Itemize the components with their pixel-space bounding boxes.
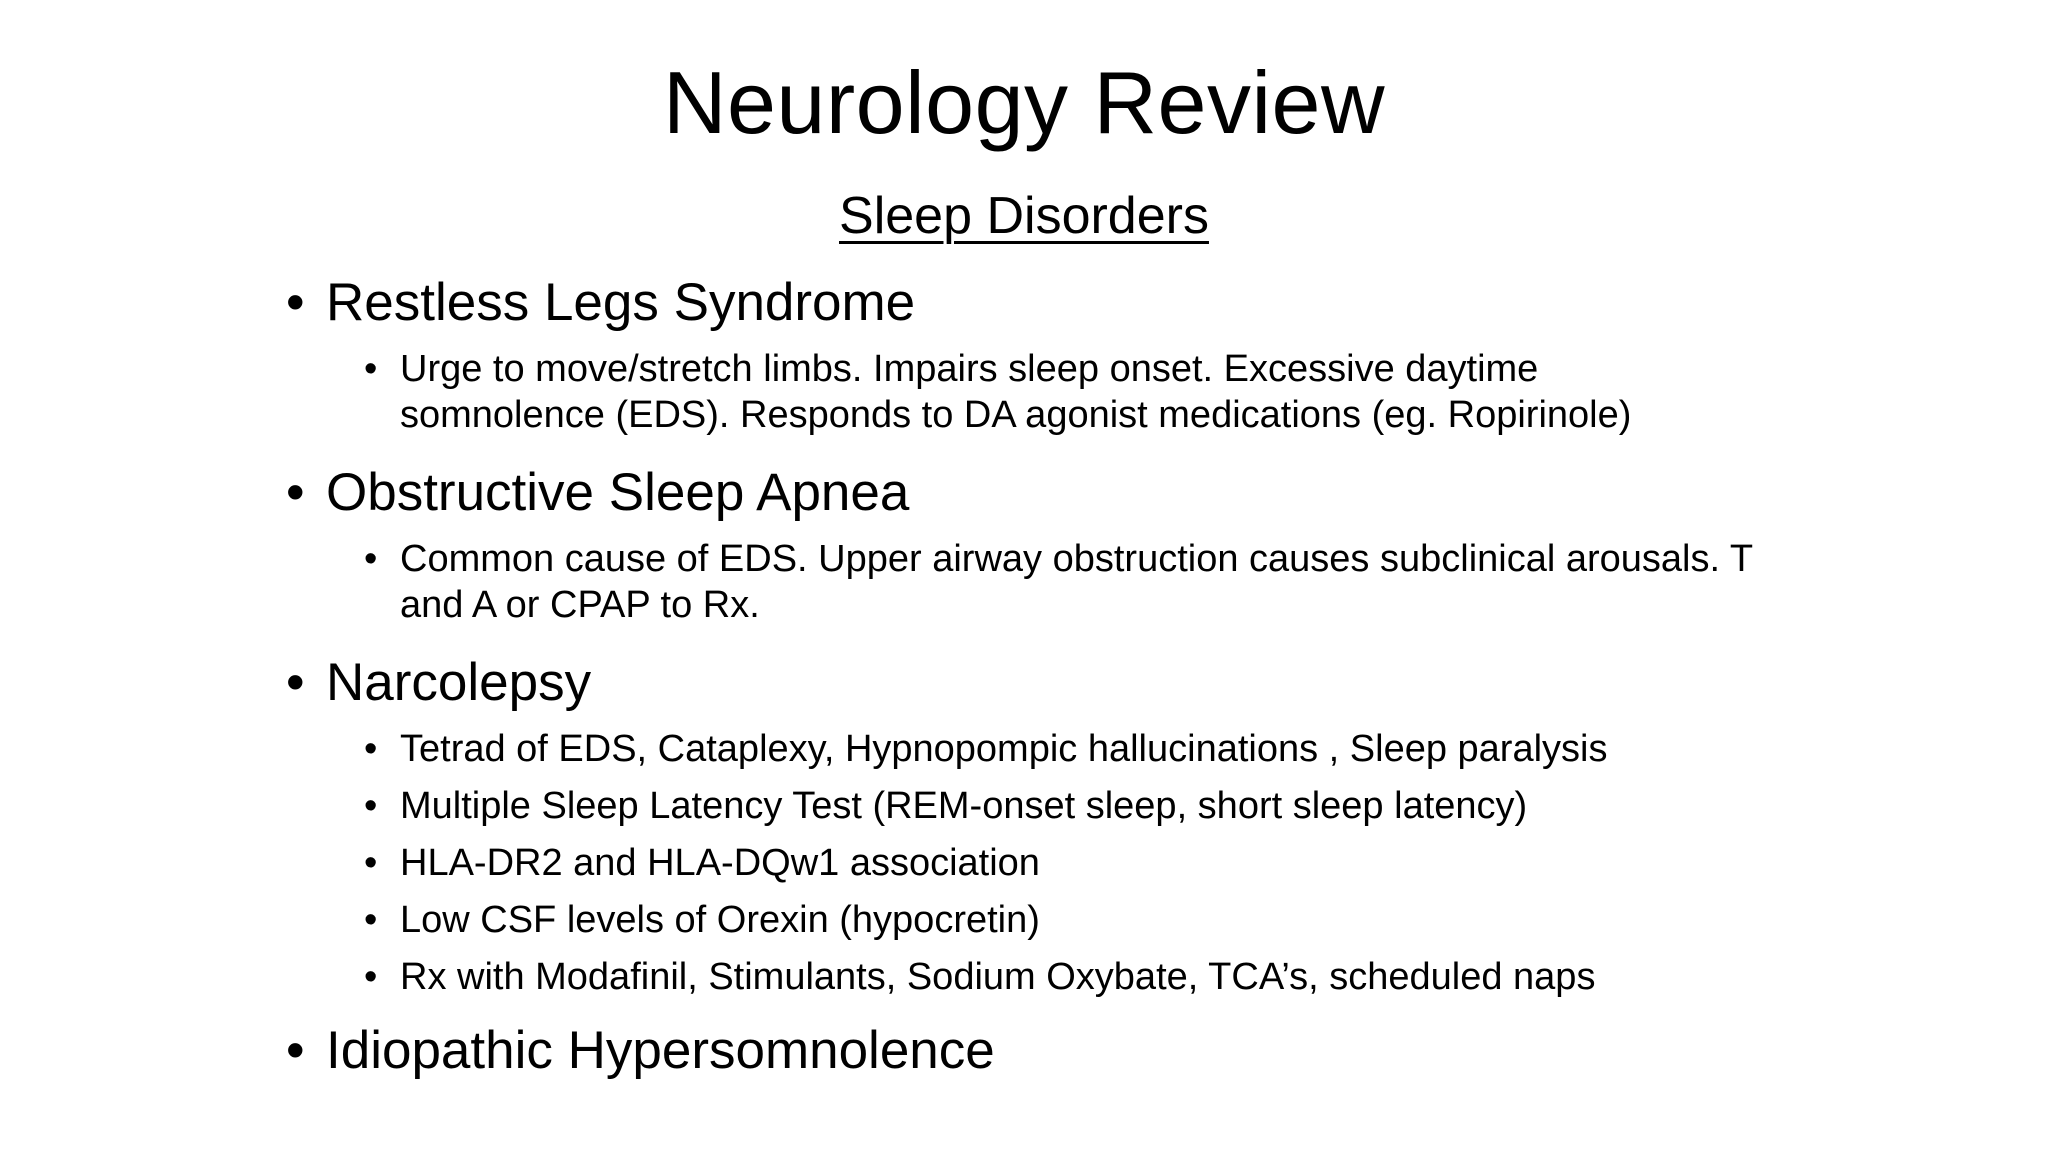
bullet-icon: • bbox=[364, 538, 378, 580]
section-item-text: Common cause of EDS. Upper airway obstruction causes subclinical arousals. T and A or CPAP to Rx. bbox=[400, 538, 1753, 626]
section-heading-text: Obstructive Sleep Apnea bbox=[326, 463, 910, 522]
section-item-text: Rx with Modafinil, Stimulants, Sodium Oxybate, TCA’s, scheduled naps bbox=[400, 956, 1596, 998]
section-item bbox=[364, 536, 1820, 628]
bullet-icon: • bbox=[364, 785, 378, 827]
section-item bbox=[364, 726, 1846, 772]
bullet-icon: • bbox=[286, 653, 305, 712]
bullet-icon: • bbox=[286, 463, 305, 522]
bullet-icon: • bbox=[364, 956, 378, 998]
bullet-icon: • bbox=[286, 273, 305, 332]
section-item-text: HLA-DR2 and HLA-DQw1 association bbox=[400, 842, 1040, 884]
bullet-icon: • bbox=[364, 899, 378, 941]
section-heading-text: Narcolepsy bbox=[326, 653, 592, 712]
section-heading-text: Idiopathic Hypersomnolence bbox=[326, 1021, 995, 1080]
bullet-icon: • bbox=[364, 842, 378, 884]
slide-title: Neurology Review bbox=[662, 53, 1386, 152]
bullet-icon: • bbox=[364, 728, 378, 770]
section-heading bbox=[286, 460, 1846, 526]
section-item-text: Urge to move/stretch limbs. Impairs sleep onset. Excessive daytime somnolence (EDS). Responds to DA agonist medications (eg. Ropirinole) bbox=[400, 348, 1632, 436]
subtitle-text: Sleep Disorders bbox=[839, 187, 1209, 245]
bullet-icon: • bbox=[286, 1021, 305, 1080]
section-heading bbox=[286, 650, 1846, 716]
section-heading-text: Restless Legs Syndrome bbox=[326, 273, 916, 332]
section-item-text: Multiple Sleep Latency Test (REM-onset sleep, short sleep latency) bbox=[400, 785, 1528, 827]
section-heading bbox=[286, 1018, 1846, 1084]
section-item bbox=[364, 346, 1700, 438]
slide-subtitle bbox=[0, 184, 2048, 248]
bullet-icon: • bbox=[364, 348, 378, 390]
bullet-list bbox=[286, 270, 1846, 1084]
section-heading bbox=[286, 270, 1846, 336]
section-item bbox=[364, 954, 1846, 1000]
section-item-text: Tetrad of EDS, Cataplexy, Hypnopompic hallucinations , Sleep paralysis bbox=[400, 728, 1608, 770]
section-item bbox=[364, 897, 1846, 943]
section-item bbox=[364, 840, 1846, 886]
section-item-text: Low CSF levels of Orexin (hypocretin) bbox=[400, 899, 1040, 941]
section-item bbox=[364, 783, 1846, 829]
